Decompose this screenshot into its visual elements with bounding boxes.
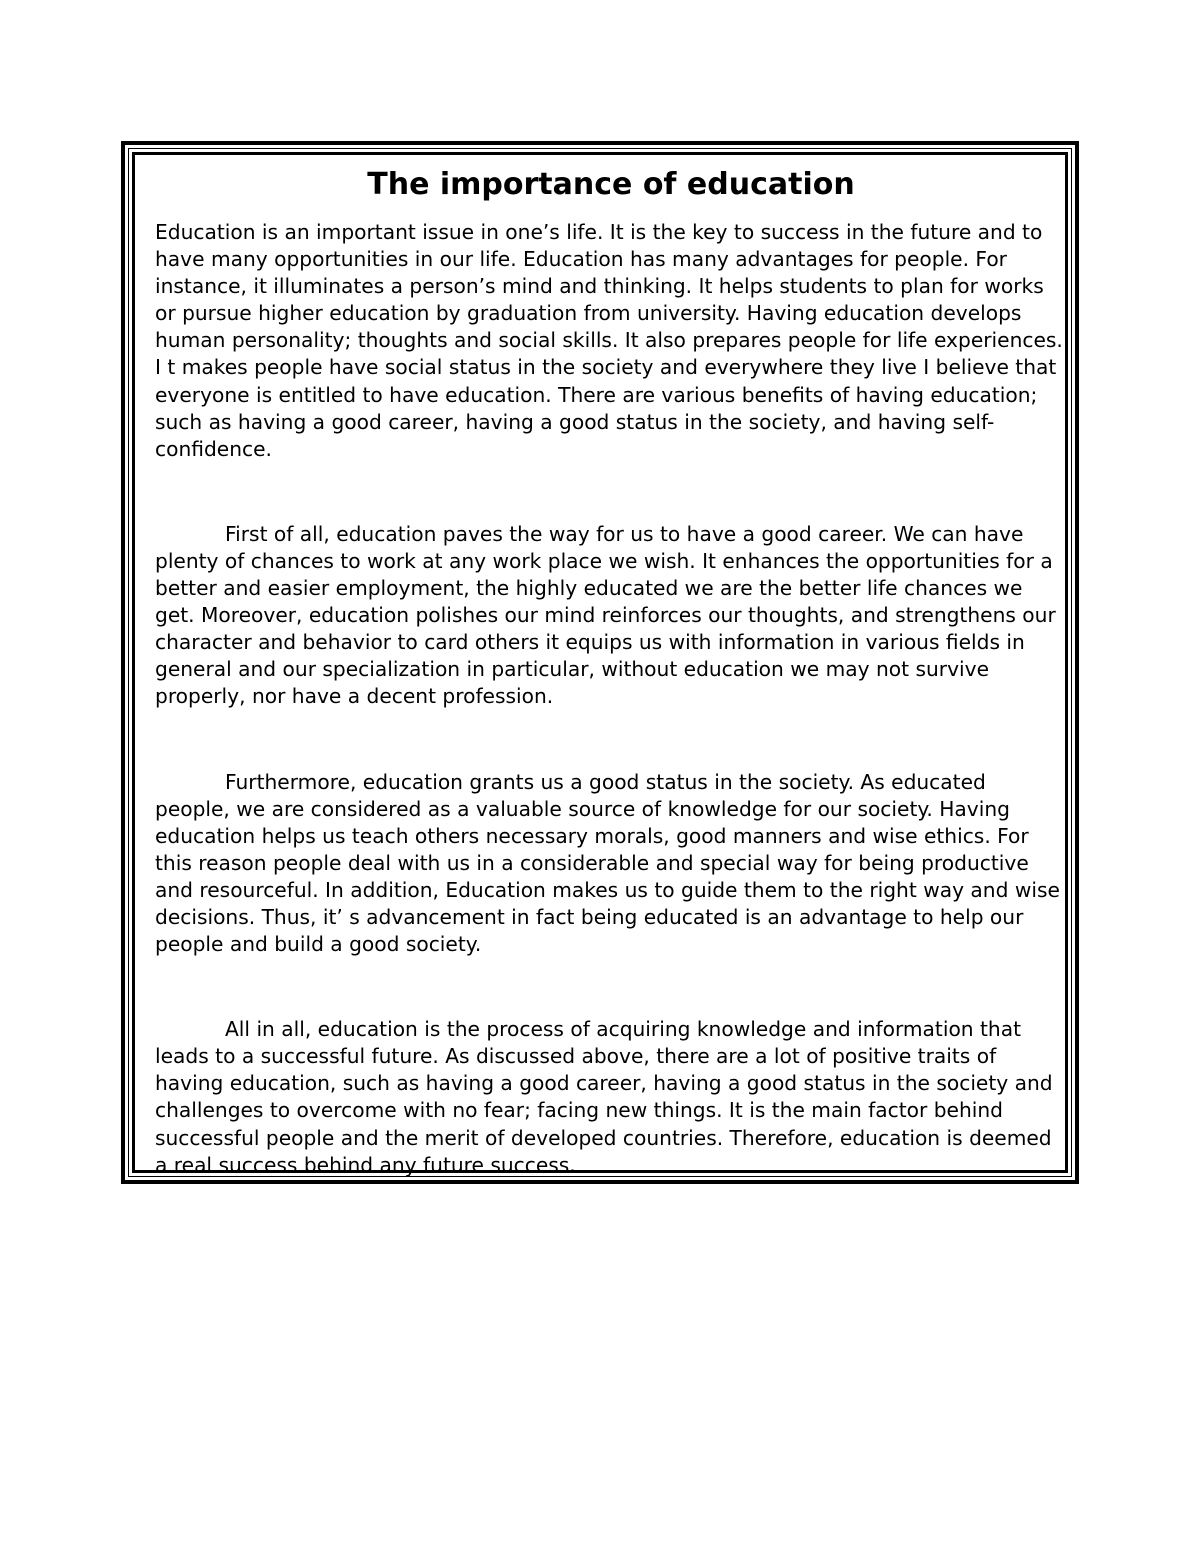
document-title: The importance of education [367, 167, 855, 202]
paragraph-conclusion: All in all, education is the process of acquiring knowledge and information that leads to a successful future. As discussed above, there are a lot of positive traits of having education, such as having a good career, having a good status in the society and challenges to overcome with no fear; facing new things. It is the main factor behind successful people and the merit of developed countries. Therefore, education is deemed a real success behind any future success. [155, 1017, 1053, 1177]
paragraph-spacer [155, 463, 1067, 521]
document-body [155, 165, 1067, 1179]
paragraph-intro: Education is an important issue in one’s life. It is the key to success in the future and to have many opportunities in our life. Education has many advantages for people. For instance, it illuminates a person’s mind and thinking. It helps students to plan for works or pursue higher education by graduation from university. Having education develops human personality; thoughts and social skills. It also prepares people for life experiences. I t makes people have social status in the society and everywhere they live I believe that everyone is entitled to have education. There are various benefits of having education; such as having a good career, having a good status in the society, and having self- confidence. [155, 220, 1063, 461]
paragraph-spacer [155, 958, 1067, 1016]
page-border-middle [128, 148, 1072, 1177]
paragraph-status: Furthermore, education grants us a good status in the society. As educated people, we are considered as a valuable source of knowledge for our society. Having education helps us teach others necessary morals, good manners and wise ethics. For this reason people deal with us in a considerable and special way for being productive and resourceful. In addition, Education makes us to guide them to the right way and wise decisions. Thus, it’ s advancement in fact being educated is an advantage to help our people and build a good society. [155, 769, 1060, 957]
paragraph-spacer [155, 711, 1067, 769]
paragraph-career: First of all, education paves the way for us to have a good career. We can have plenty of chances to work at any work place we wish. It enhances the opportunities for a better and easier employment, the highly educated we are the better life chances we get. Moreover, education polishes our mind reinforces our thoughts, and strengthens our character and behavior to card others it equips us with information in various fields in general and our specialization in particular, without education we may not survive properly, nor have a decent profession. [155, 521, 1056, 709]
page-border-outer [121, 141, 1079, 1184]
page-border-inner [132, 152, 1068, 1177]
